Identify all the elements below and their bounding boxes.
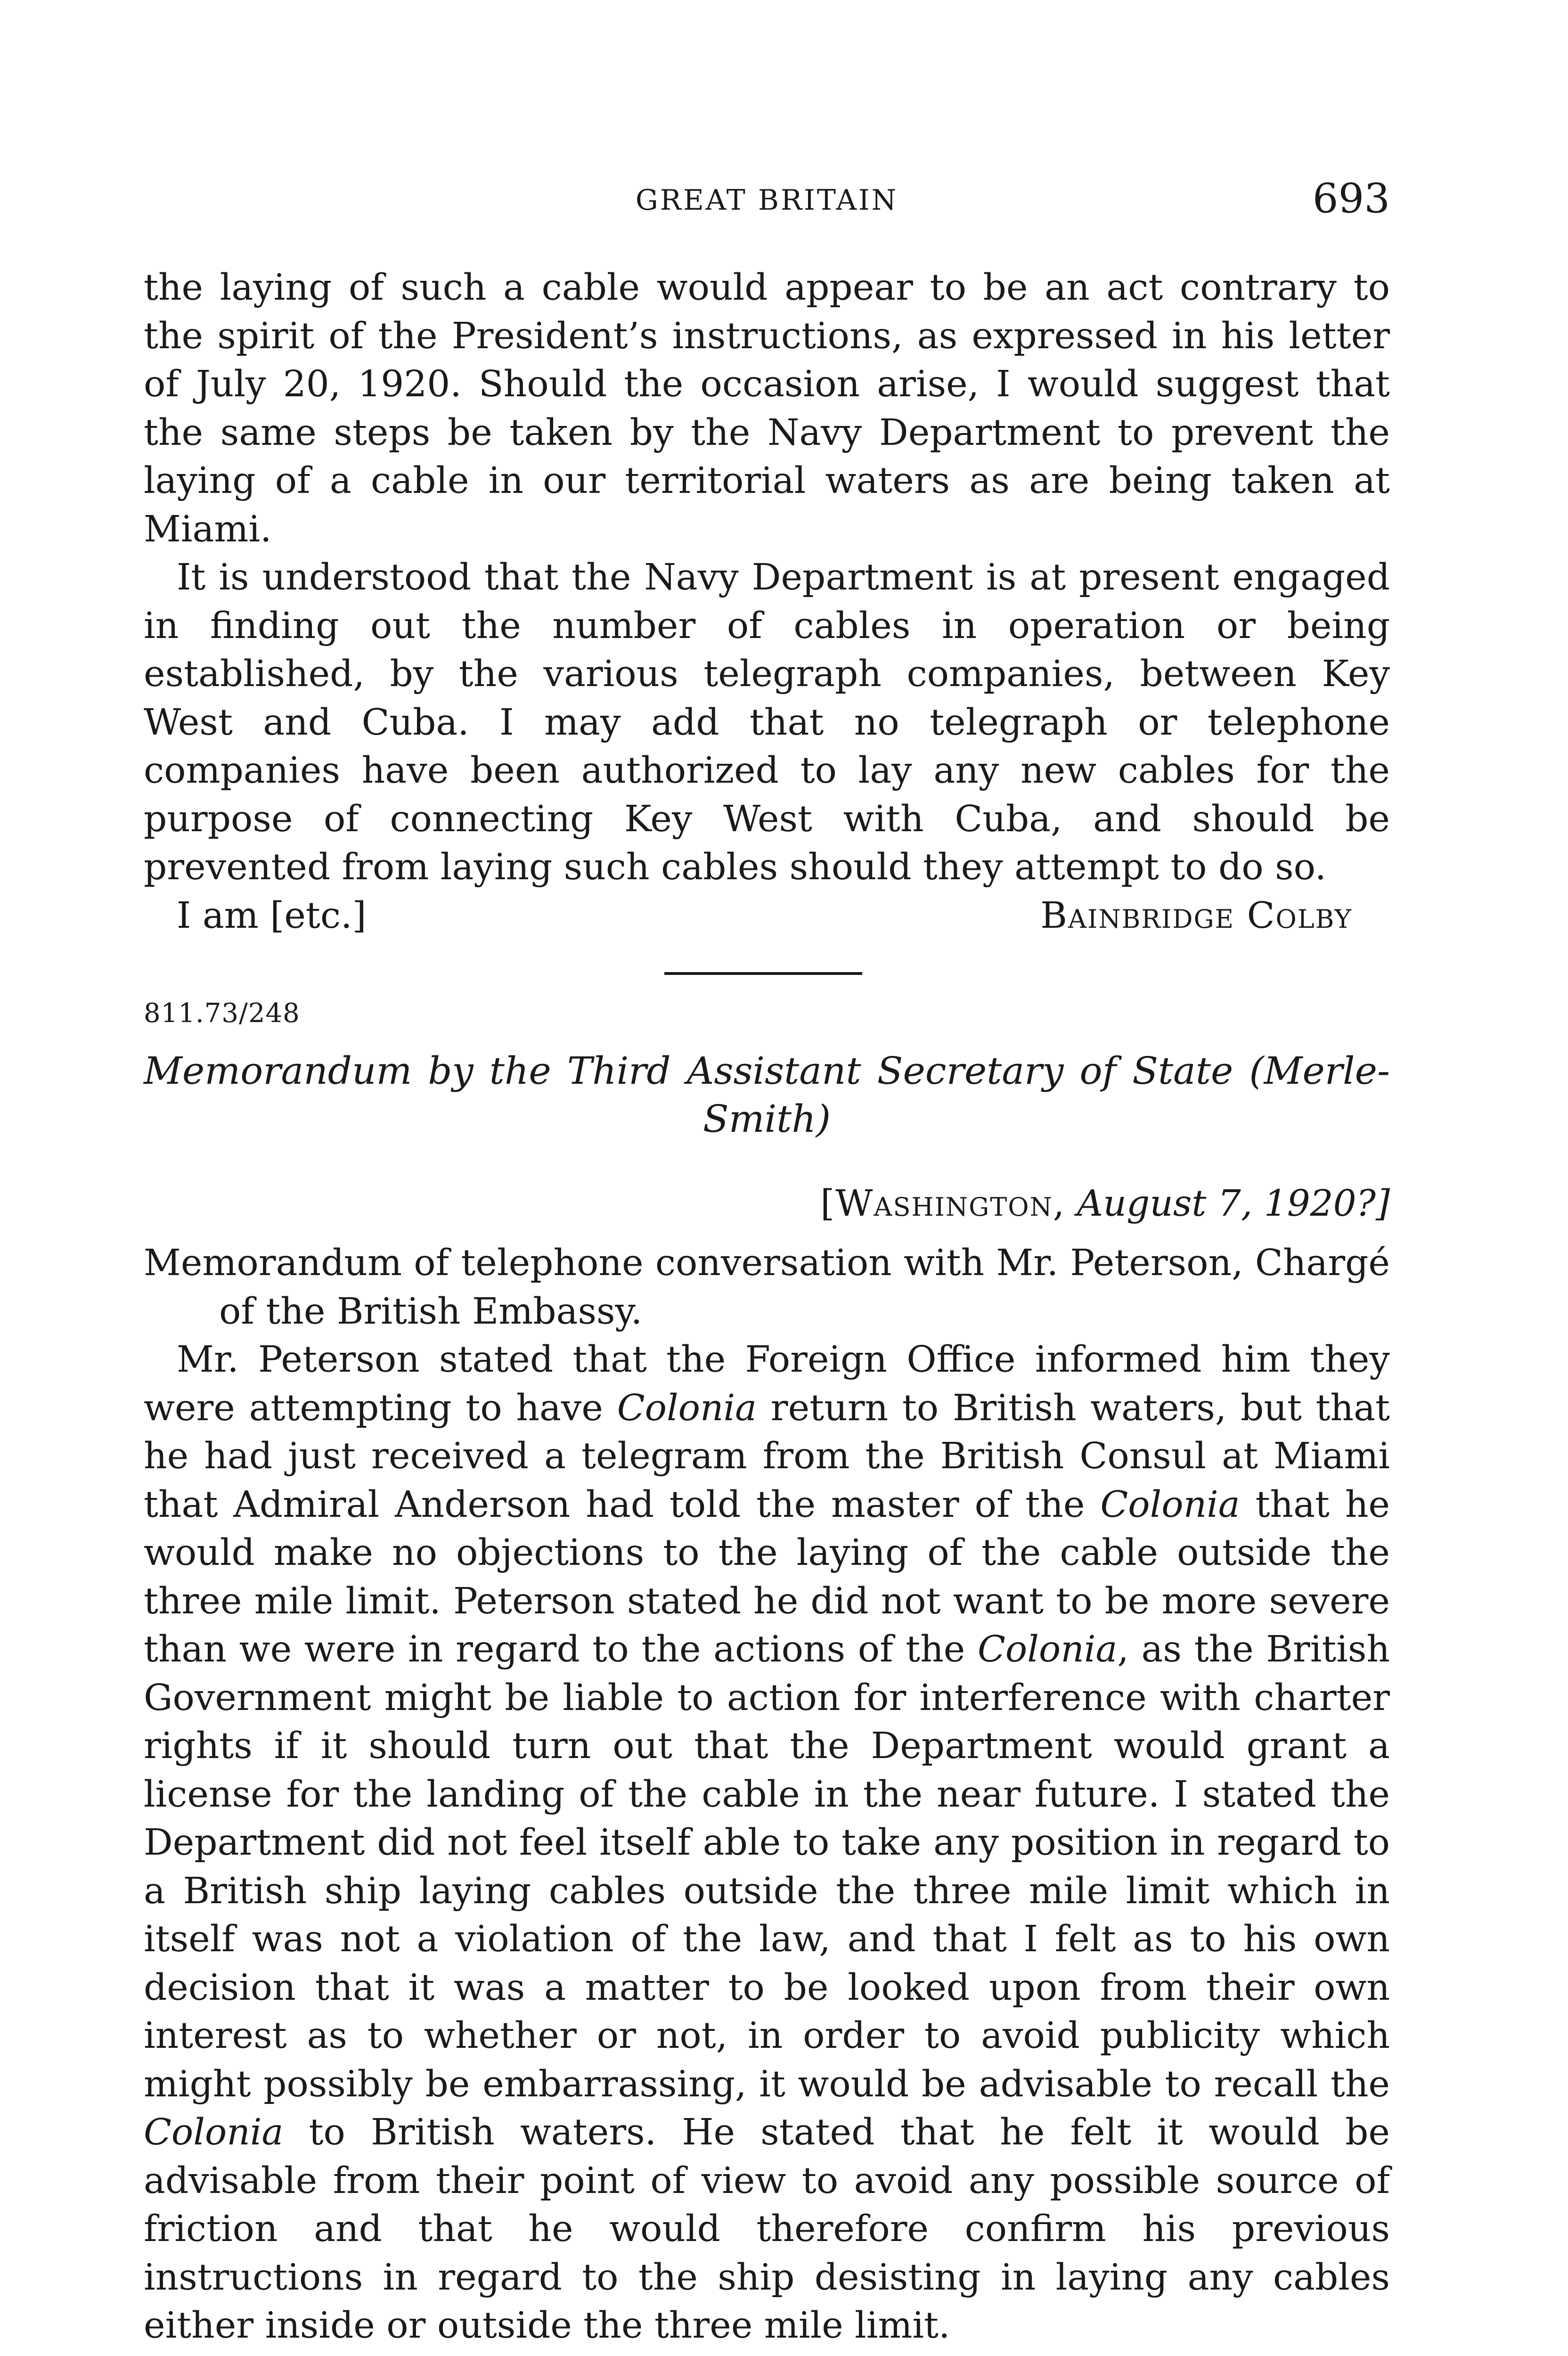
- letter-signature: Bainbridge Colby: [1040, 894, 1352, 937]
- file-number: 811.73/248: [144, 998, 300, 1029]
- memo-text-5: to British waters. He stated that he felt it would be advisable from their point of view to avoid any possible source of friction and that he would therefore confirm his previous instructions in regard to the ship desisting in laying any cables either inside or outside the three mile limit.: [144, 2111, 1390, 2347]
- memo-text-2: return to British waters, but that he had just received a telegram from the British Consul at Miami that Admiral Anderson had told the master of the: [144, 1387, 1390, 1526]
- letter-paragraph-1: the laying of such a cable would appear to be an act contrary to the spirit of the President’s instructions, as expressed in his letter of July 20, 1920. Should the occasion arise, I would suggest that the same steps be taken by the Navy Department to prevent the laying of a cable in our territorial waters as are being taken at Miami.: [144, 267, 1390, 550]
- ship-name-colonia: Colonia: [617, 1387, 757, 1429]
- page-number: 693: [1312, 175, 1390, 222]
- memo-dateline: [820, 1183, 1390, 1225]
- ship-name-colonia: Colonia: [1100, 1483, 1240, 1526]
- memo-subject: Memorandum of telephone conversation with Mr. Peterson, Chargé of the British Embassy.: [144, 1242, 1390, 1333]
- ship-name-colonia: Colonia: [144, 2111, 284, 2153]
- ship-name-colonia: Colonia: [978, 1628, 1118, 1670]
- running-head: GREAT BRITAIN: [635, 184, 898, 217]
- section-divider: [664, 972, 862, 975]
- letter-paragraph-2: It is understood that the Navy Department is at present engaged in finding out the number of cables in operation or being established, by the various telegraph companies, between Key West and Cuba. I may add that no telegraph or telephone companies have been authorized to lay any new cables for the purpose of connecting Key West with Cuba, and should be prevented from laying such cables should they attempt to do so.: [144, 556, 1390, 888]
- memo-title: Memorandum by the Third Assistant Secretary of State (Merle-Smith): [144, 1049, 1390, 1141]
- memo-text-3: that he would make no objections to the laying of the cable outside the three mile limit. Peterson stated he did not want to be more severe than we were in regard to the actions of the: [144, 1483, 1390, 1670]
- memo-body: [144, 1239, 1390, 2350]
- memo-paragraph: [144, 1336, 1390, 2350]
- letter-closing-line: [144, 892, 1390, 941]
- memo-text-4: , as the British Government might be liable to action for interference with charter rights if it should turn out that the Department would grant a license for the landing of the cable in the near future. I stated the Department did not feel itself able to take any position in regard to a British ship laying cables outside the three mile limit which in itself was not a violation of the law, and that I felt as to his own decision that it was a matter to be looked upon from their own interest as to whether or not, in order to avoid publicity which might possibly be embarrassing, it would be advisable to recall the: [144, 1628, 1390, 2105]
- page-header: [144, 175, 1390, 227]
- dateline-date: August 7, 1920?]: [1077, 1183, 1390, 1225]
- letter-continuation: [144, 264, 1390, 940]
- letter-closing: I am [etc.]: [177, 894, 367, 937]
- memo-text-1: Mr. Peterson stated that the Foreign Office informed him they were attempting to have: [144, 1339, 1390, 1429]
- dateline-place: [Washington,: [820, 1183, 1066, 1225]
